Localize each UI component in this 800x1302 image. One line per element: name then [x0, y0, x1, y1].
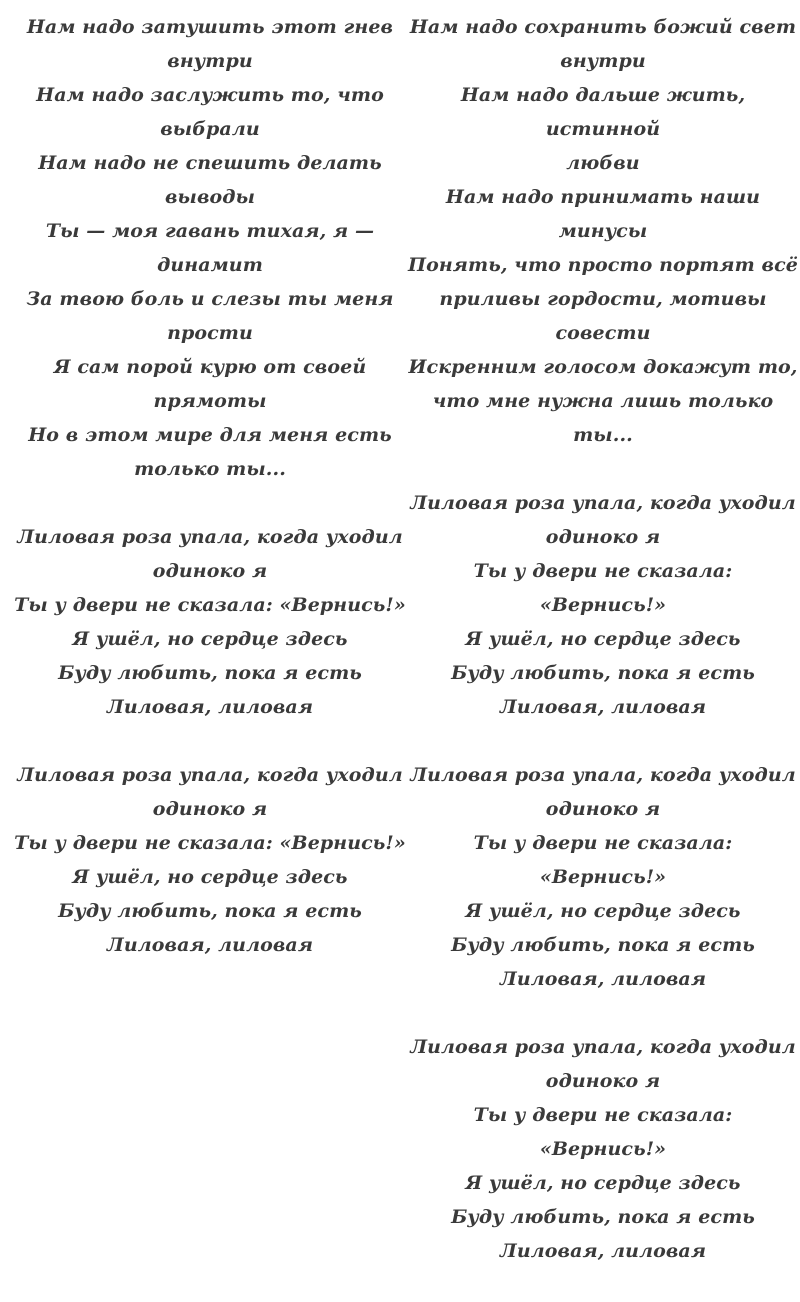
lyrics-column-right [408, 10, 798, 1302]
lyric-line: внутри [167, 50, 253, 72]
lyric-line: одиноко я [545, 1070, 661, 1092]
lyric-line: одиноко я [152, 798, 268, 820]
lyric-line: только ты... [134, 458, 286, 480]
lyric-line: Нам надо затушить этот гнев [26, 16, 394, 38]
lyric-line: За твою боль и слезы ты меня [26, 288, 394, 310]
lyric-line: Нам надо принимать наши минусы [445, 186, 761, 242]
lyric-line: Ты у двери не сказала: «Вернись!» [14, 832, 406, 854]
lyric-line: одиноко я [152, 560, 268, 582]
stanza [10, 520, 410, 724]
lyric-line: Лиловая, лиловая [499, 1240, 707, 1262]
lyric-line: Лиловая роза упала, когда уходил [410, 492, 796, 514]
lyric-line: Искренним голосом докажут то, [408, 356, 798, 378]
lyric-line: Лиловая, лиловая [106, 934, 314, 956]
lyric-line: Лиловая, лиловая [106, 696, 314, 718]
lyric-line: Нам надо сохранить божий свет [409, 16, 797, 38]
lyric-line: Лиловая, лиловая [499, 968, 707, 990]
stanza [408, 1030, 798, 1268]
lyric-line: Я ушёл, но сердце здесь [465, 900, 741, 922]
lyric-line: Ты у двери не сказала: «Вернись!» [473, 1104, 733, 1160]
lyric-line: что мне нужна лишь только ты... [432, 390, 774, 446]
lyric-line: Понять, что просто портят всё [408, 254, 798, 276]
lyric-line: любви [566, 152, 640, 174]
lyric-line: Ты — моя гавань тихая, я — [45, 220, 375, 242]
lyric-line: Я ушёл, но сердце здесь [72, 628, 348, 650]
lyric-line: Я ушёл, но сердце здесь [465, 1172, 741, 1194]
stanza [10, 758, 410, 962]
lyric-line: внутри [560, 50, 646, 72]
lyric-line: Я сам порой курю от своей прямоты [53, 356, 367, 412]
lyric-line: одиноко я [545, 526, 661, 548]
lyric-line: динамит [157, 254, 263, 276]
lyric-line: приливы гордости, мотивы совести [439, 288, 767, 344]
lyric-line: Лиловая роза упала, когда уходил [17, 526, 403, 548]
lyric-line: выводы [164, 186, 256, 208]
lyric-line: Нам надо заслужить то, что [36, 84, 384, 106]
lyric-line: Нам надо дальше жить, истинной [460, 84, 746, 140]
stanza [10, 10, 410, 486]
lyric-line: Лиловая, лиловая [499, 696, 707, 718]
lyric-line: Буду любить, пока я есть [451, 1206, 755, 1228]
lyric-line: Лиловая роза упала, когда уходил [410, 764, 796, 786]
stanza [408, 10, 798, 452]
stanza [408, 486, 798, 724]
lyric-line: Лиловая роза упала, когда уходил [410, 1036, 796, 1058]
lyric-line: Я ушёл, но сердце здесь [465, 628, 741, 650]
lyric-line: Но в этом мире для меня есть [28, 424, 392, 446]
lyric-line: Лиловая роза упала, когда уходил [17, 764, 403, 786]
lyric-line: Буду любить, пока я есть [451, 662, 755, 684]
lyric-line: прости [167, 322, 253, 344]
lyric-line: Буду любить, пока я есть [58, 900, 362, 922]
lyric-line: выбрали [160, 118, 260, 140]
lyric-line: Нам надо не спешить делать [38, 152, 382, 174]
lyrics-column-left [10, 10, 410, 996]
lyric-line: Ты у двери не сказала: «Вернись!» [473, 560, 733, 616]
lyric-line: Буду любить, пока я есть [58, 662, 362, 684]
lyric-line: Ты у двери не сказала: «Вернись!» [473, 832, 733, 888]
lyric-line: Ты у двери не сказала: «Вернись!» [14, 594, 406, 616]
lyric-line: одиноко я [545, 798, 661, 820]
lyric-line: Я ушёл, но сердце здесь [72, 866, 348, 888]
stanza [408, 758, 798, 996]
lyric-line: Буду любить, пока я есть [451, 934, 755, 956]
